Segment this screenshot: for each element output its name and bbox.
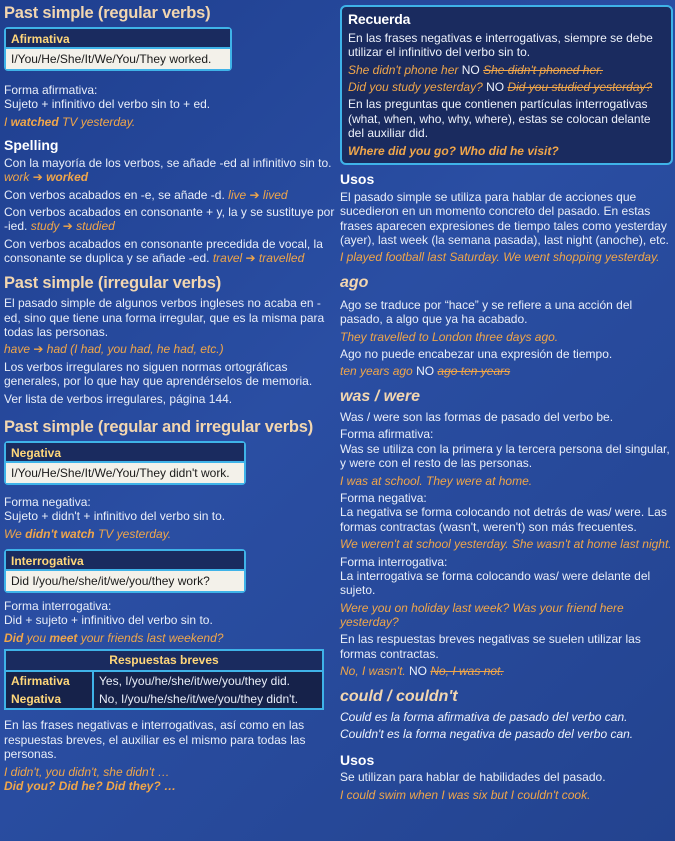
irregular-p3: Ver lista de verbos irregulares, página 144. bbox=[4, 391, 233, 406]
waswere-p4: La interrogativa se forma colocando was/ were delante del sujeto. bbox=[340, 568, 651, 598]
recuerda-example-3: Where did you go? Who did he visit? bbox=[348, 143, 559, 158]
waswere-p3: La negativa se forma colocando not detrás de was/ were. Las formas contractas (wasn't, weren't) son más frecuentes. bbox=[340, 505, 667, 534]
short-example-2: Did you? Did he? Did they? … bbox=[4, 778, 176, 793]
int-label: Forma interrogativa: bbox=[4, 599, 112, 613]
arrow-right-icon: ➔ bbox=[245, 251, 256, 266]
ago-example-2: ten years ago NO ago ten years bbox=[340, 364, 511, 379]
waswere-example-4: No, I wasn't. NO No, I was not. bbox=[340, 664, 504, 679]
waswere-p1: Was / were son las formas de pasado del verbo be. bbox=[340, 410, 614, 424]
short-answers-header: Respuestas breves bbox=[5, 650, 323, 670]
short-aff-label: Afirmativa bbox=[5, 671, 93, 690]
spelling-example-1: work ➔ worked bbox=[4, 170, 89, 185]
waswere-neg-label: Forma negativa: bbox=[340, 490, 427, 505]
ago-title: ago bbox=[340, 273, 369, 291]
irregular-p1: El pasado simple de algunos verbos ingleses no acaba en -ed, sino que tiene una forma irregular, que es la misma para todas las personas. bbox=[4, 296, 325, 340]
could-p1: Could es la forma afirmativa de pasado del verbo can. bbox=[340, 709, 628, 724]
waswere-title: was / were bbox=[340, 387, 421, 405]
recuerda-p1: En las frases negativas e interrogativas, siempre se debe utilizar el infinitivo del verbo sin to. bbox=[348, 30, 653, 60]
ago-p1: Ago se traduce por “hace” y se refiere a una acción del pasado, a algo que ya ha acabado. bbox=[340, 297, 633, 327]
aff-label: Forma afirmativa: bbox=[4, 82, 98, 97]
both-title: Past simple (regular and irregular verbs) bbox=[4, 418, 314, 437]
usos-title-1: Usos bbox=[340, 170, 375, 187]
arrow-right-icon: ➔ bbox=[33, 342, 44, 357]
waswere-aff-label: Forma afirmativa: bbox=[340, 427, 434, 442]
could-title: could / couldn't bbox=[340, 687, 458, 705]
waswere-p2: Was se utiliza con la primera y la tercera persona del singular, y were con el resto de las personas. bbox=[340, 441, 670, 471]
short-neg-label: Negativa bbox=[5, 690, 93, 709]
recuerda-example-2: Did you study yesterday? NO Did you studied yesterday? bbox=[348, 79, 653, 94]
neg-example: We didn't watch TV yesterday. bbox=[4, 526, 172, 541]
usos-p1: El pasado simple se utiliza para hablar de acciones que sucedieron en un momento concreto del pasado. En estas frases aparecen expresiones de tiempo tales como yesterday (ayer), last week (la semana pasada), last night (anoche), etc. bbox=[340, 189, 669, 247]
spelling-rule-3: Con verbos acabados en consonante + y, la y se sustituye por -ied. study ➔ studied bbox=[4, 204, 335, 234]
irregular-example: have ➔ had (I had, you had, he had, etc.) bbox=[4, 342, 224, 357]
usos-example-1: I played football last Saturday. We went shopping yesterday. bbox=[340, 250, 660, 265]
negative-box-header: Negativa bbox=[6, 443, 244, 463]
spelling-title: Spelling bbox=[4, 136, 59, 153]
recuerda-p2: En las preguntas que contienen partículas interrogativas (what, when, who, why, where), estas se colocan delante del auxiliar did. bbox=[348, 97, 651, 141]
interrogative-box bbox=[4, 549, 246, 593]
recuerda-box bbox=[340, 5, 673, 165]
irregular-p2: Los verbos irregulares no siguen normas ortográficas generales, por lo que hay que aprendérselos de memoria. bbox=[4, 359, 313, 389]
waswere-example-2: We weren't at school yesterday. She wasn't at home last night. bbox=[340, 537, 672, 552]
usos-example-2: I could swim when I was six but I couldn't cook. bbox=[340, 787, 591, 802]
short-answers-table bbox=[4, 649, 324, 710]
int-rule: Did + sujeto + infinitivo del verbo sin to. bbox=[4, 613, 213, 628]
left-column bbox=[4, 0, 336, 796]
affirmative-box bbox=[4, 27, 232, 71]
ago-p2: Ago no puede encabezar una expresión de tiempo. bbox=[340, 347, 613, 362]
short-aff-value: Yes, I/you/he/she/it/we/you/they did. bbox=[93, 671, 323, 690]
arrow-right-icon: ➔ bbox=[62, 219, 73, 234]
interrogative-box-body: Did I/you/he/she/it/we/you/they work? bbox=[6, 571, 244, 591]
short-neg-value: No, I/you/he/she/it/we/you/they didn't. bbox=[93, 690, 323, 709]
short-note: En las frases negativas e interrogativas, así como en las respuestas breves, el auxiliar es el mismo para todas las personas. bbox=[4, 718, 306, 762]
int-example: Did you meet your friends last weekend? bbox=[4, 630, 224, 645]
recuerda-example-1: She didn't phone her NO She didn't phoned her. bbox=[348, 62, 604, 77]
spelling-rule-2: Con verbos acabados en -e, se añade -d. live ➔ lived bbox=[4, 187, 288, 202]
aff-example: I watched TV yesterday. bbox=[4, 114, 136, 129]
aff-rule: Sujeto + infinitivo del verbo sin to + ed. bbox=[4, 97, 211, 112]
waswere-p5: En las respuestas breves negativas se suelen utilizar las formas contractas. bbox=[340, 632, 641, 661]
usos-title-2: Usos bbox=[340, 751, 375, 768]
short-example-1: I didn't, you didn't, she didn't … bbox=[4, 764, 170, 779]
spelling-rule-4: Con verbos acabados en consonante precedida de vocal, la consonante se duplica y se añade -ed. travel ➔ travelled bbox=[4, 236, 323, 266]
usos2-p1: Se utilizan para hablar de habilidades del pasado. bbox=[340, 770, 606, 785]
waswere-example-3: Were you on holiday last week? Was your friend here yesterday? bbox=[340, 600, 624, 630]
neg-rule: Sujeto + didn't + infinitivo del verbo sin to. bbox=[4, 509, 226, 524]
affirmative-box-header: Afirmativa bbox=[6, 29, 230, 49]
recuerda-title: Recuerda bbox=[348, 11, 411, 27]
right-column bbox=[340, 0, 673, 805]
interrogative-box-header: Interrogativa bbox=[6, 551, 244, 571]
neg-label: Forma negativa: bbox=[4, 494, 91, 509]
negative-box bbox=[4, 441, 246, 485]
affirmative-box-body: I/You/He/She/It/We/You/They worked. bbox=[6, 49, 230, 69]
waswere-example-1: I was at school. They were at home. bbox=[340, 473, 533, 488]
negative-box-body: I/You/He/She/It/We/You/They didn't work. bbox=[6, 463, 244, 483]
ago-example-1: They travelled to London three days ago. bbox=[340, 329, 559, 344]
irregular-title: Past simple (irregular verbs) bbox=[4, 273, 222, 292]
arrow-right-icon: ➔ bbox=[249, 187, 260, 202]
could-p2: Couldn't es la forma negativa de pasado del verbo can. bbox=[340, 727, 634, 742]
spelling-rule-1: Con la mayoría de los verbos, se añade -ed al infinitivo sin to. bbox=[4, 155, 332, 170]
regular-title: Past simple (regular verbs) bbox=[4, 4, 211, 22]
arrow-right-icon: ➔ bbox=[32, 170, 43, 185]
waswere-int-label: Forma interrogativa: bbox=[340, 554, 448, 569]
